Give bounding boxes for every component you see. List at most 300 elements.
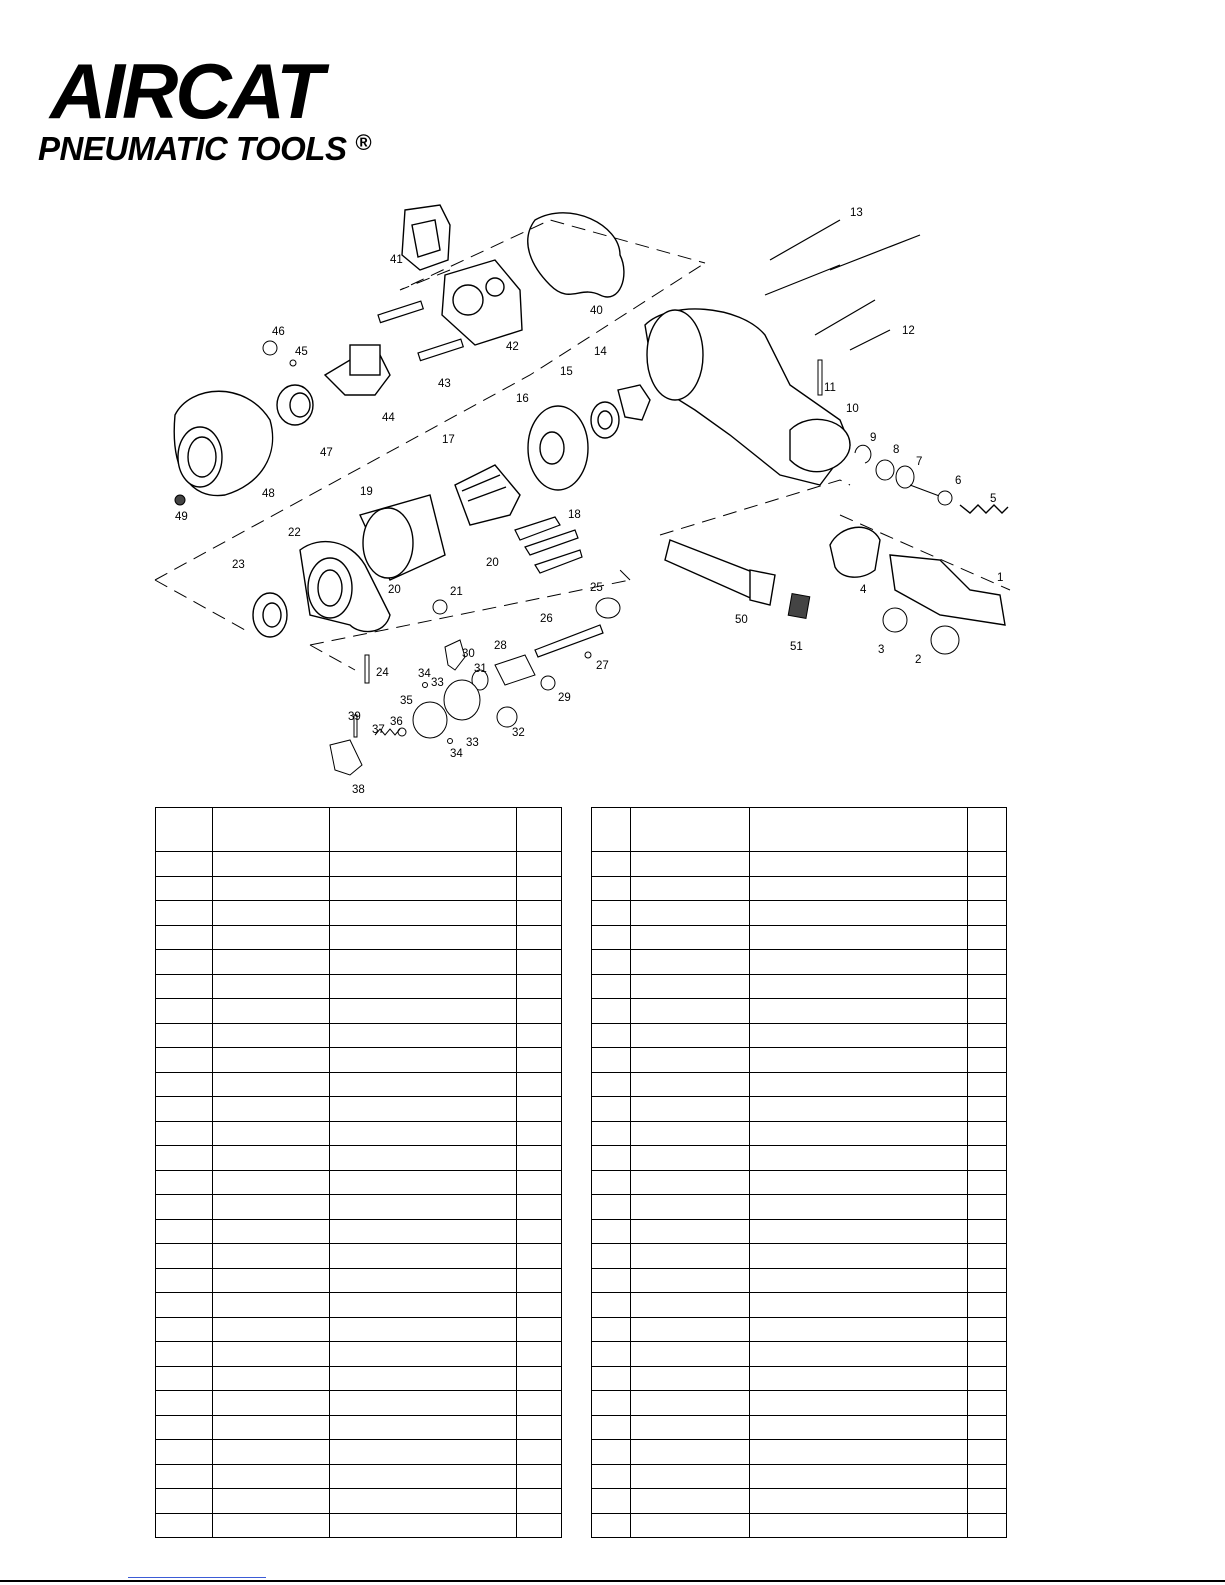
- callout-40: 40: [590, 305, 603, 317]
- table-cell: [330, 1317, 517, 1342]
- callout-14: 14: [594, 346, 607, 358]
- table-cell: [750, 974, 968, 999]
- part-31-body: [444, 680, 480, 720]
- table-cell: [517, 901, 562, 926]
- parts-table-left-row: [156, 1121, 562, 1146]
- part-21: [433, 600, 447, 614]
- table-cell: [156, 901, 213, 926]
- table-cell: [156, 1440, 213, 1465]
- callout-22: 22: [288, 527, 301, 539]
- table-cell: [968, 901, 1007, 926]
- callout-31: 31: [474, 663, 487, 675]
- table-cell: [213, 1146, 330, 1171]
- table-cell: [968, 852, 1007, 877]
- table-cell: [517, 1317, 562, 1342]
- table-cell: [968, 1391, 1007, 1416]
- table-cell: [750, 1048, 968, 1073]
- table-cell: [156, 1342, 213, 1367]
- table-cell: [517, 999, 562, 1024]
- table-cell: [213, 1464, 330, 1489]
- part-36: [398, 728, 406, 736]
- table-cell: [330, 1268, 517, 1293]
- table-cell: [213, 925, 330, 950]
- table-cell: [330, 1146, 517, 1171]
- table-cell: [968, 1048, 1007, 1073]
- table-cell: [156, 1489, 213, 1514]
- callout-49: 49: [175, 511, 188, 523]
- parts-table-right-row: [592, 950, 1007, 975]
- parts-table-left-row: [156, 1464, 562, 1489]
- callout-30: 30: [462, 648, 475, 660]
- callout-36: 36: [390, 716, 403, 728]
- table-cell: [631, 1268, 750, 1293]
- parts-table-right-row: [592, 1023, 1007, 1048]
- table-cell: [156, 999, 213, 1024]
- parts-table-right-row: [592, 1464, 1007, 1489]
- parts-table-right-row: [592, 1072, 1007, 1097]
- parts-table-right-row: [592, 1317, 1007, 1342]
- table-cell: [968, 1489, 1007, 1514]
- table-cell: [517, 1048, 562, 1073]
- part-47: [277, 385, 313, 425]
- table-cell: [213, 1513, 330, 1538]
- table-cell: [213, 1023, 330, 1048]
- table-cell: [631, 901, 750, 926]
- table-cell: [517, 925, 562, 950]
- table-cell: [750, 1513, 968, 1538]
- table-cell: [631, 876, 750, 901]
- callout-20a: 20: [486, 557, 499, 569]
- parts-table-right-row: [592, 1268, 1007, 1293]
- callout-5: 5: [990, 493, 997, 505]
- table-cell: [968, 1415, 1007, 1440]
- callout-28: 28: [494, 640, 507, 652]
- table-cell: [517, 1366, 562, 1391]
- callout-35: 35: [400, 695, 413, 707]
- table-cell: [517, 1293, 562, 1318]
- parts-table-right-row: [592, 1440, 1007, 1465]
- part-50: [665, 540, 775, 605]
- table-cell: [330, 1219, 517, 1244]
- part-26: [535, 625, 603, 657]
- table-cell: [592, 1023, 631, 1048]
- table-cell: [750, 925, 968, 950]
- parts-table-left-row: [156, 1391, 562, 1416]
- table-cell: [213, 1121, 330, 1146]
- callout-12: 12: [902, 325, 915, 337]
- table-cell: [968, 1268, 1007, 1293]
- table-cell: [750, 1293, 968, 1318]
- table-cell: [631, 925, 750, 950]
- table-cell: [156, 950, 213, 975]
- table-cell: [156, 1513, 213, 1538]
- table-cell: [213, 852, 330, 877]
- table-cell: [156, 1268, 213, 1293]
- part-38: [330, 740, 362, 775]
- parts-table-left-row: [156, 1293, 562, 1318]
- callout-16: 16: [516, 393, 529, 405]
- table-cell: [750, 1440, 968, 1465]
- table-cell: [592, 1415, 631, 1440]
- parts-table-right-row: [592, 1219, 1007, 1244]
- callout-45: 45: [295, 346, 308, 358]
- table-cell: [156, 974, 213, 999]
- table-cell: [750, 1489, 968, 1514]
- table-cell: [592, 1342, 631, 1367]
- table-cell: [517, 1440, 562, 1465]
- parts-table-left-row: [156, 1048, 562, 1073]
- table-cell: [631, 1342, 750, 1367]
- table-cell: [213, 1293, 330, 1318]
- parts-table-left-row: [156, 999, 562, 1024]
- table-cell: [330, 1121, 517, 1146]
- part-29: [541, 676, 555, 690]
- parts-table-right-row: [592, 1195, 1007, 1220]
- table-cell: [631, 1464, 750, 1489]
- table-cell: [156, 1293, 213, 1318]
- table-cell: [968, 1023, 1007, 1048]
- table-cell: [517, 876, 562, 901]
- table-cell: [750, 1464, 968, 1489]
- table-cell: [592, 1219, 631, 1244]
- table-cell: [750, 1121, 968, 1146]
- table-cell: [156, 1195, 213, 1220]
- table-cell: [631, 1121, 750, 1146]
- table-cell: [968, 950, 1007, 975]
- table-cell: [213, 1170, 330, 1195]
- table-cell: [592, 852, 631, 877]
- part-19: [360, 495, 445, 580]
- part-51: [788, 594, 810, 619]
- parts-table-right-header: [592, 808, 1007, 852]
- callout-37: 37: [372, 724, 385, 736]
- table-cell: [156, 1415, 213, 1440]
- parts-table-right-row: [592, 1048, 1007, 1073]
- parts-table-right-row: [592, 852, 1007, 877]
- parts-table-left-row: [156, 1097, 562, 1122]
- callout-39: 39: [348, 711, 361, 723]
- table-cell: [631, 1391, 750, 1416]
- callout-21: 21: [450, 586, 463, 598]
- table-cell: [330, 1513, 517, 1538]
- part-35: [413, 702, 447, 738]
- table-cell: [631, 1489, 750, 1514]
- table-cell: [968, 1072, 1007, 1097]
- table-cell: [592, 925, 631, 950]
- table-cell: [156, 1464, 213, 1489]
- table-cell: [517, 1415, 562, 1440]
- parts-table-right: [591, 807, 1007, 1538]
- part-49: [175, 495, 185, 505]
- part-41: [402, 205, 450, 270]
- part-23: [253, 593, 287, 637]
- table-cell: [156, 1121, 213, 1146]
- table-cell: [330, 925, 517, 950]
- parts-table-left-row: [156, 1342, 562, 1367]
- table-cell: [592, 950, 631, 975]
- parts-table-left-row: [156, 1268, 562, 1293]
- callout-23: 23: [232, 559, 245, 571]
- table-cell: [968, 1097, 1007, 1122]
- table-cell: [330, 901, 517, 926]
- parts-table-left-row: [156, 1219, 562, 1244]
- callout-43: 43: [438, 378, 451, 390]
- table-cell: [330, 1293, 517, 1318]
- table-cell: [517, 1170, 562, 1195]
- table-cell: [213, 1489, 330, 1514]
- table-cell: [750, 1072, 968, 1097]
- table-cell: [517, 1268, 562, 1293]
- table-cell: [330, 999, 517, 1024]
- table-cell: [213, 999, 330, 1024]
- table-cell: [968, 1121, 1007, 1146]
- callout-2: 2: [915, 654, 922, 666]
- table-cell: [156, 876, 213, 901]
- table-cell: [631, 950, 750, 975]
- table-cell: [517, 950, 562, 975]
- table-cell: [592, 1440, 631, 1465]
- aircat-logo: [30, 47, 450, 180]
- table-cell: [631, 1293, 750, 1318]
- callout-1: 1: [997, 572, 1004, 584]
- table-cell: [330, 1342, 517, 1367]
- callout-33a: 33: [431, 677, 444, 689]
- callout-9: 9: [870, 432, 877, 444]
- callout-6: 6: [955, 475, 962, 487]
- table-cell: [213, 1317, 330, 1342]
- table-cell: [592, 1489, 631, 1514]
- table-cell: [592, 1268, 631, 1293]
- table-cell: [330, 852, 517, 877]
- parts-table-left-row: [156, 1023, 562, 1048]
- table-cell: [517, 1219, 562, 1244]
- table-cell: [750, 1317, 968, 1342]
- part-44: [325, 345, 390, 395]
- table-cell: [156, 1072, 213, 1097]
- table-cell: [750, 1342, 968, 1367]
- table-cell: [330, 1048, 517, 1073]
- part-3: [883, 608, 907, 632]
- table-cell: [592, 1391, 631, 1416]
- table-cell: [592, 1097, 631, 1122]
- table-cell: [213, 901, 330, 926]
- table-cell: [968, 1464, 1007, 1489]
- table-cell: [330, 1464, 517, 1489]
- part-11: [818, 360, 822, 395]
- table-cell: [156, 925, 213, 950]
- table-cell: [517, 1489, 562, 1514]
- table-cell: [330, 1391, 517, 1416]
- parts-table-right-row: [592, 1097, 1007, 1122]
- table-cell: [592, 1072, 631, 1097]
- part-16: [528, 406, 588, 490]
- table-cell: [213, 950, 330, 975]
- parts-table-right-row: [592, 1121, 1007, 1146]
- parts-table-left-row: [156, 1489, 562, 1514]
- part-14: [618, 385, 650, 420]
- callout-44: 44: [382, 412, 395, 424]
- parts-table-right-row: [592, 876, 1007, 901]
- part-34a: [423, 683, 428, 688]
- parts-table-right-row: [592, 1366, 1007, 1391]
- table-cell: [750, 876, 968, 901]
- parts-table-left-row: [156, 1415, 562, 1440]
- table-cell: [517, 1097, 562, 1122]
- table-cell: [330, 974, 517, 999]
- table-cell: [517, 1513, 562, 1538]
- parts-table-left-row: [156, 852, 562, 877]
- table-cell: [213, 1072, 330, 1097]
- table-cell: [213, 876, 330, 901]
- table-cell: [750, 901, 968, 926]
- table-cell: [330, 1195, 517, 1220]
- exploded-parts-diagram: [150, 195, 1030, 805]
- part-13-12: [765, 220, 920, 350]
- table-cell: [517, 1072, 562, 1097]
- table-cell: [592, 1513, 631, 1538]
- table-cell: [517, 1342, 562, 1367]
- part-40: [528, 213, 624, 297]
- table-cell: [750, 1195, 968, 1220]
- callout-3: 3: [878, 644, 885, 656]
- callout-26: 26: [540, 613, 553, 625]
- table-cell: [750, 1170, 968, 1195]
- table-cell: [968, 1293, 1007, 1318]
- table-cell: [750, 1244, 968, 1269]
- part-10: [645, 309, 850, 485]
- parts-table-right-row: [592, 1293, 1007, 1318]
- table-cell: [750, 1366, 968, 1391]
- table-cell: [631, 1244, 750, 1269]
- table-cell: [750, 1391, 968, 1416]
- table-cell: [156, 1391, 213, 1416]
- table-cell: [330, 1366, 517, 1391]
- footer-rule: [0, 1580, 1225, 1582]
- table-cell: [592, 1121, 631, 1146]
- table-cell: [213, 1342, 330, 1367]
- table-cell: [968, 1366, 1007, 1391]
- callout-33b: 33: [466, 737, 479, 749]
- table-cell: [968, 1244, 1007, 1269]
- parts-table-left-row: [156, 950, 562, 975]
- table-cell: [213, 974, 330, 999]
- table-cell: [213, 1366, 330, 1391]
- part-4: [830, 527, 880, 577]
- table-cell: [156, 852, 213, 877]
- parts-table-right-row: [592, 1244, 1007, 1269]
- table-cell: [968, 1342, 1007, 1367]
- table-cell: [968, 974, 1007, 999]
- table-cell: [631, 1513, 750, 1538]
- table-cell: [330, 1244, 517, 1269]
- parts-table-right-row: [592, 1513, 1007, 1538]
- table-cell: [592, 1293, 631, 1318]
- parts-table-left-row: [156, 1317, 562, 1342]
- table-cell: [213, 1440, 330, 1465]
- table-cell: [213, 1415, 330, 1440]
- parts-table-right-row: [592, 1170, 1007, 1195]
- table-cell: [330, 1489, 517, 1514]
- part-25: [596, 598, 620, 618]
- table-cell: [631, 1170, 750, 1195]
- parts-table-left-row: [156, 1440, 562, 1465]
- table-cell: [592, 901, 631, 926]
- table-cell: [631, 1195, 750, 1220]
- table-cell: [750, 1415, 968, 1440]
- parts-table-right-row: [592, 1146, 1007, 1171]
- table-cell: [213, 1244, 330, 1269]
- table-cell: [631, 974, 750, 999]
- callout-11: 11: [824, 382, 836, 394]
- callout-17: 17: [442, 434, 455, 446]
- part-27: [585, 652, 591, 658]
- part-32: [497, 707, 517, 727]
- parts-table-right-row: [592, 1489, 1007, 1514]
- parts-table-left-row: [156, 876, 562, 901]
- table-cell: [968, 1219, 1007, 1244]
- table-cell: [517, 1464, 562, 1489]
- parts-table-right-row: [592, 1342, 1007, 1367]
- table-cell: [156, 1048, 213, 1073]
- table-cell: [330, 950, 517, 975]
- part-24: [365, 655, 369, 683]
- table-cell: [631, 1415, 750, 1440]
- callout-34a: 34: [418, 668, 431, 680]
- table-cell: [968, 925, 1007, 950]
- table-cell: [156, 1366, 213, 1391]
- table-cell: [213, 1195, 330, 1220]
- table-cell: [750, 999, 968, 1024]
- callout-29: 29: [558, 692, 571, 704]
- part-45: [290, 360, 296, 366]
- table-cell: [592, 1170, 631, 1195]
- logo-title: AIRCAT: [50, 47, 321, 135]
- parts-table-right-row: [592, 1415, 1007, 1440]
- parts-table-left-row: [156, 1244, 562, 1269]
- callout-25: 25: [590, 582, 603, 594]
- table-cell: [517, 1146, 562, 1171]
- callout-50: 50: [735, 614, 748, 626]
- table-cell: [631, 1072, 750, 1097]
- table-cell: [592, 1317, 631, 1342]
- table-cell: [156, 1317, 213, 1342]
- table-cell: [330, 1072, 517, 1097]
- table-cell: [517, 1195, 562, 1220]
- table-cell: [631, 1366, 750, 1391]
- table-cell: [592, 1244, 631, 1269]
- callout-13: 13: [850, 207, 863, 219]
- table-cell: [631, 999, 750, 1024]
- table-cell: [631, 1317, 750, 1342]
- table-cell: [750, 1268, 968, 1293]
- table-cell: [592, 876, 631, 901]
- callout-18: 18: [568, 509, 581, 521]
- table-cell: [517, 1121, 562, 1146]
- table-cell: [631, 1219, 750, 1244]
- part-48: [174, 391, 272, 495]
- callout-42: 42: [506, 341, 519, 353]
- callout-41: 41: [390, 254, 403, 266]
- parts-table-left-header: [156, 808, 562, 852]
- callout-20b: 20: [388, 584, 401, 596]
- table-cell: [156, 1097, 213, 1122]
- table-cell: [213, 1391, 330, 1416]
- table-cell: [213, 1097, 330, 1122]
- table-cell: [592, 1366, 631, 1391]
- table-cell: [750, 1023, 968, 1048]
- footer-link-underline[interactable]: [128, 1577, 266, 1578]
- table-cell: [631, 1440, 750, 1465]
